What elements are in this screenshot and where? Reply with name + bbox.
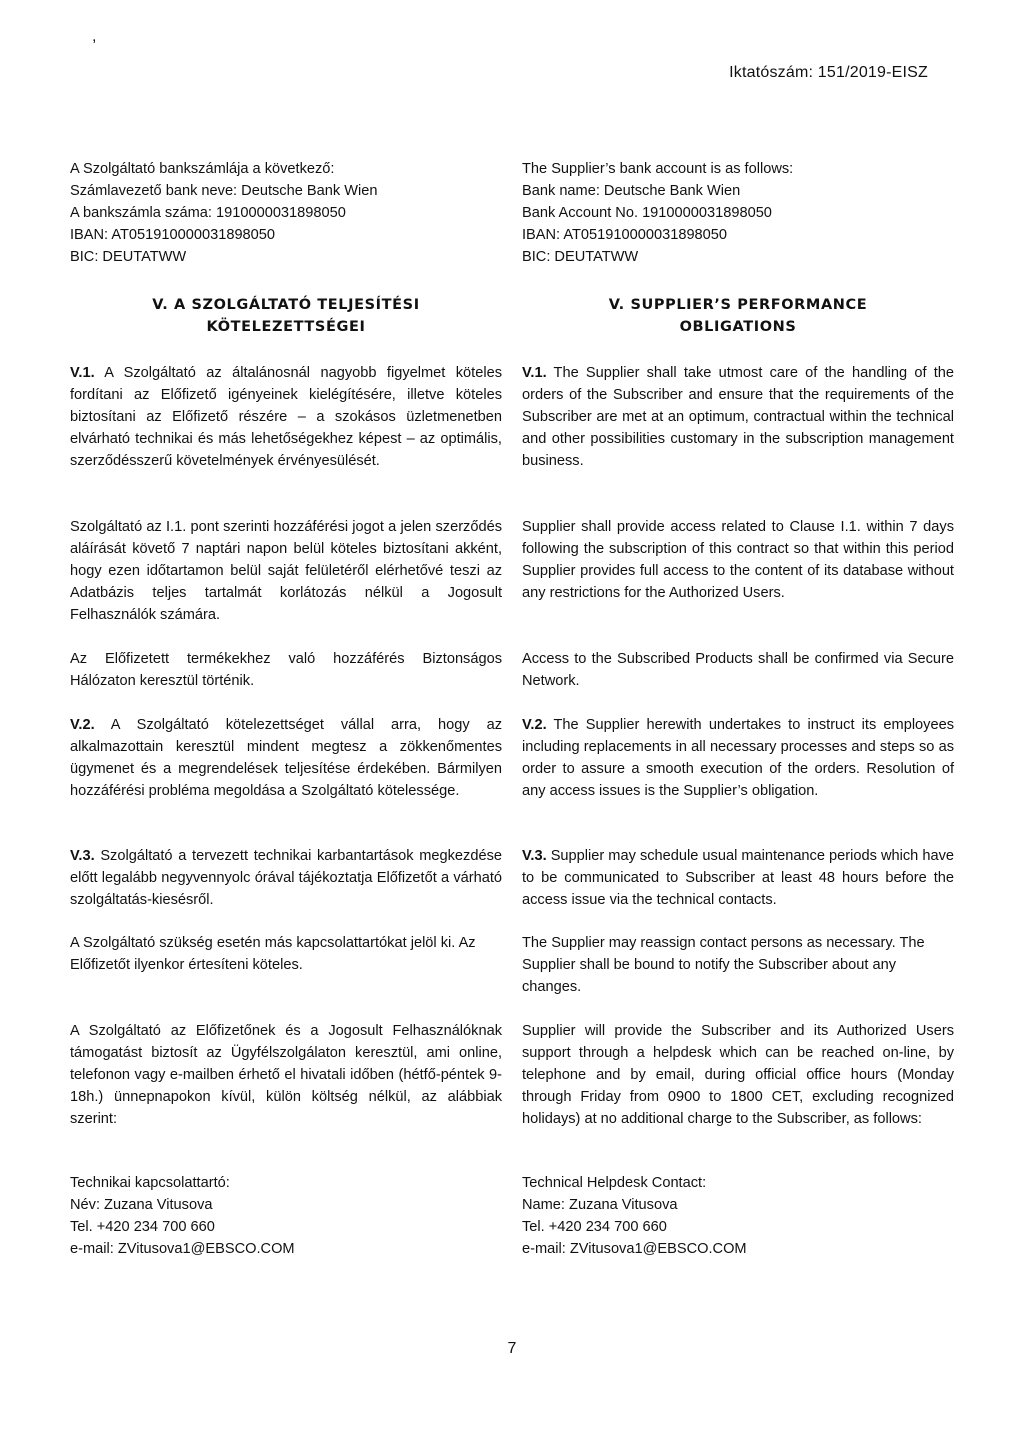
- bank-line: IBAN: AT051910000031898050: [522, 227, 728, 243]
- helpdesk-paragraph-en: Supplier will provide the Subscriber and its Authorized Users support through a helpdesk which can be reached on-line, by telephone and by email, during official office hours (Monday through Friday from 0900 to 1800 CET, excluding recognized holidays) at no additional charge to the Subscriber, as follows:: [522, 1023, 954, 1127]
- bank-line: Bank name: Deutsche Bank Wien: [522, 183, 741, 199]
- contact-line: Technikai kapcsolattartó:: [70, 1175, 230, 1191]
- network-paragraph-hu: Az Előfizetett termékekhez való hozzáférés Biztonságos Hálózaton keresztül történik.: [70, 651, 502, 689]
- clause-number: V.1.: [522, 365, 547, 381]
- bank-details-hu: [70, 158, 502, 268]
- clause-v1-hu: V.1. A Szolgáltató az általánosnál nagyobb figyelmet köteles fordítani az Előfizető igényeinek kielégítésére, illetve köteles biztosítani az Előfizető részére – a szokásos üzletmenetben elvárható technikai és más lehetőségekhez képest – az optimális, szerződésszerű követelmények érvényesülését.: [70, 365, 502, 469]
- bank-line: Bank Account No. 1910000031898050: [522, 205, 772, 221]
- contact-line: Tel. +420 234 700 660: [522, 1219, 667, 1235]
- contact-line: Név: Zuzana Vitusova: [70, 1197, 213, 1213]
- bank-line: The Supplier’s bank account is as follows:: [522, 161, 794, 177]
- clause-v2-en: V.2. The Supplier herewith undertakes to instruct its employees including replacements in all necessary processes and steps so as order to assure a smooth execution of the orders. Resolution of any access issues is the Supplier’s obligation.: [522, 717, 954, 799]
- network-paragraph-en: Access to the Subscribed Products shall be confirmed via Secure Network.: [522, 651, 954, 689]
- contact-line: Technical Helpdesk Contact:: [522, 1175, 707, 1191]
- contact-line: e-mail: ZVitusova1@EBSCO.COM: [70, 1241, 295, 1257]
- bank-line: A Szolgáltató bankszámlája a következő:: [70, 161, 335, 177]
- technical-contact-hu: [70, 1172, 502, 1260]
- contact-line: Tel. +420 234 700 660: [70, 1219, 215, 1235]
- clause-number: V.3.: [70, 848, 95, 864]
- access-paragraph-en: Supplier shall provide access related to Clause I.1. within 7 days following the subscription of this contract so that within this period Supplier provides full access to the content of its database without any restrictions for the Authorized Users.: [522, 519, 954, 601]
- helpdesk-paragraph-hu: A Szolgáltató az Előfizetőnek és a Jogosult Felhasználóknak támogatást biztosít az Ügyfélszolgálaton keresztül, ami online, telefonon vagy e-mailben érhető el hivatali időben (hétfő-péntek 9-18h.) ünnepnapokon kívül, külön költség nélkül, az alábbiak szerint:: [70, 1023, 502, 1127]
- clause-v1-en: V.1. The Supplier shall take utmost care of the handling of the orders of the Subscriber and ensure that the requirements of the Subscriber are met at an optimum, contractual within the technical and other possibilities customary in the subscription management business.: [522, 365, 954, 469]
- contact-line: e-mail: ZVitusova1@EBSCO.COM: [522, 1241, 747, 1257]
- access-paragraph-hu: Szolgáltató az I.1. pont szerinti hozzáférési jogot a jelen szerződés aláírását követő 7 naptári napon belül köteles biztosítani akként, hogy ezen időtartamon belül saját felületéről elérhetővé teszi az Adatbázis teljes tartalmát korlátozás nélkül a Jogosult Felhasználók számára.: [70, 519, 502, 623]
- section-title-en: V. SUPPLIER’S PERFORMANCE OBLIGATIONS: [608, 297, 868, 335]
- clause-v3-en: V.3. Supplier may schedule usual maintenance periods which have to be communicated to Subscriber at least 48 hours before the access issue via the technical contacts.: [522, 848, 954, 908]
- clause-number: V.2.: [70, 717, 95, 733]
- bank-details-en: [522, 158, 954, 268]
- contacts-paragraph-hu: A Szolgáltató szükség esetén más kapcsolattartókat jelöl ki. Az Előfizetőt ilyenkor értesíteni köteles.: [70, 935, 476, 973]
- clause-v3-hu: V.3. Szolgáltató a tervezett technikai karbantartások megkezdése előtt legalább negyvennyolc órával tájékoztatja Előfizetőt a várható szolgáltatás-kiesésről.: [70, 848, 502, 908]
- contacts-paragraph-en: The Supplier may reassign contact persons as necessary. The Supplier shall be bound to notify the Subscriber about any changes.: [522, 935, 925, 995]
- clause-number: V.3.: [522, 848, 547, 864]
- bank-line: A bankszámla száma: 1910000031898050: [70, 205, 346, 221]
- clause-number: V.2.: [522, 717, 547, 733]
- technical-contact-en: [522, 1172, 954, 1260]
- page-number: 7: [507, 1340, 517, 1357]
- bank-line: BIC: DEUTATWW: [70, 249, 187, 265]
- clause-number: V.1.: [70, 365, 95, 381]
- clause-v2-hu: V.2. A Szolgáltató kötelezettséget vállal arra, hogy az alkalmazottain keresztül mindent megtesz a zökkenőmentes ügymenet és a megrendelések teljesítése érdekében. Bármilyen hozzáférési probléma megoldása a Szolgáltató kötelessége.: [70, 717, 502, 799]
- bank-line: BIC: DEUTATWW: [522, 249, 639, 265]
- stray-mark: ,: [92, 28, 97, 45]
- section-title-hu: V. A SZOLGÁLTATÓ TELJESÍTÉSI KÖTELEZETTSÉGEI: [152, 297, 420, 335]
- registration-number: Iktatószám: 151/2019-EISZ: [729, 64, 928, 81]
- bank-line: IBAN: AT051910000031898050: [70, 227, 276, 243]
- bank-line: Számlavezető bank neve: Deutsche Bank Wien: [70, 183, 378, 199]
- contact-line: Name: Zuzana Vitusova: [522, 1197, 678, 1213]
